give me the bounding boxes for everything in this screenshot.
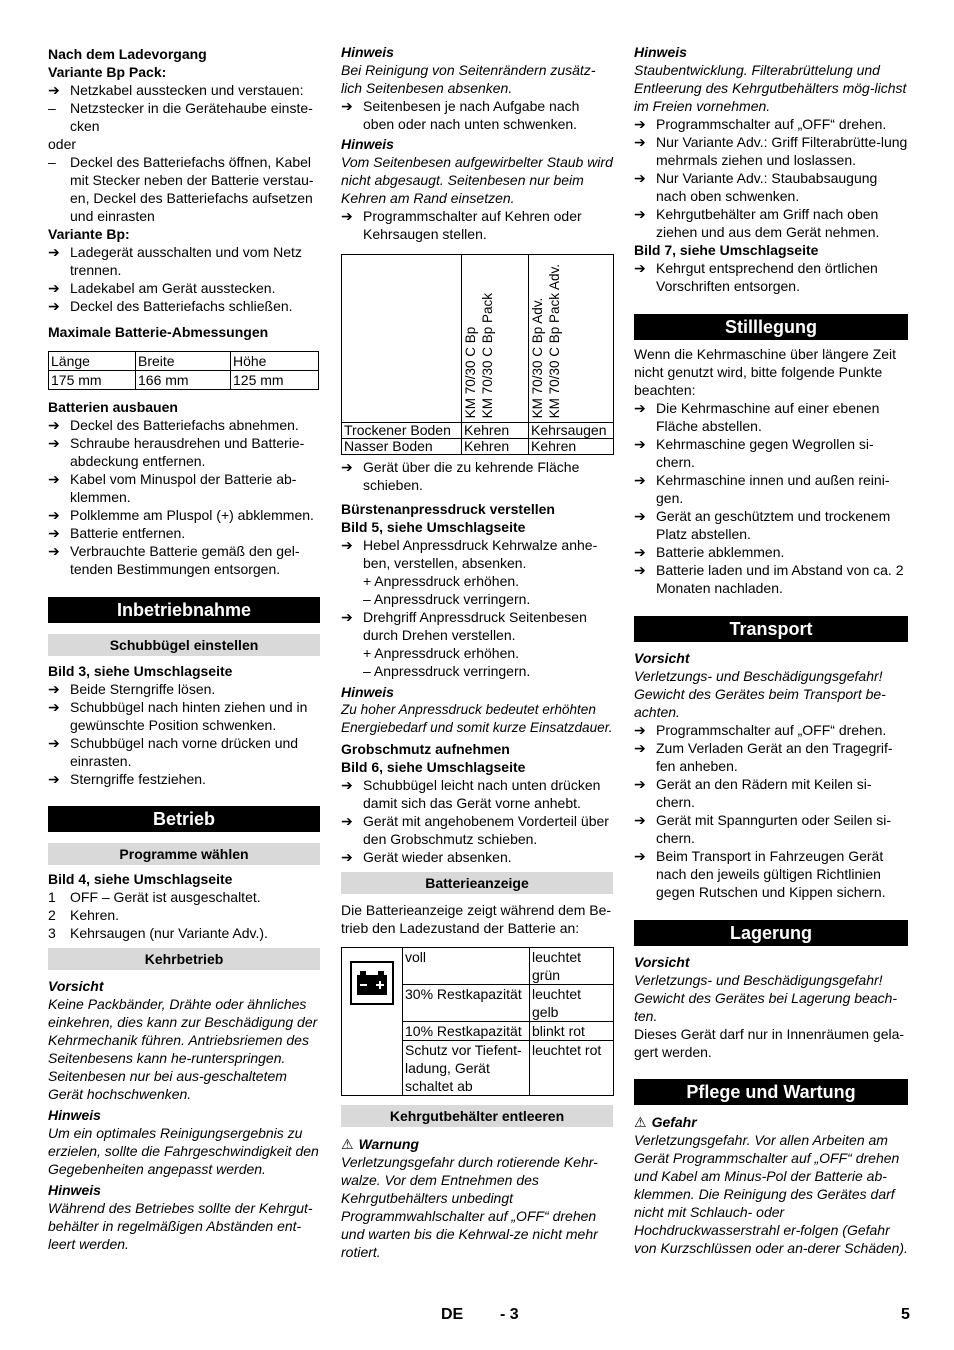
list-item: ➔ Seitenbesen je nach Aufgabe nach oben oder nach unten schwenken. (341, 98, 580, 132)
table-cell: 166 mm (136, 371, 231, 390)
arrow-icon: ➔ (634, 134, 646, 150)
list-item: – Anpressdruck verringern. (363, 663, 531, 679)
subsection-kehrgutbehaelter: Kehrgutbehälter entleeren (341, 1105, 613, 1127)
heading-grobschmutz: Grobschmutz aufnehmen (341, 741, 510, 757)
section-stilllegung: Stilllegung (634, 314, 908, 340)
list-item: ➔ Sterngriffe festziehen. (48, 771, 206, 787)
list-item: ➔ Verbrauchte Batterie gemäß den gel-tenden Bestimmungen entsorgen. (48, 543, 300, 577)
arrow-icon: ➔ (48, 507, 60, 523)
list-item: – Deckel des Batteriefachs öffnen, Kabel mit Stecker neben der Batterie verstau-en, Deckel des Batteriefachs aufsetzen und einrasten (48, 154, 314, 224)
note-text: Zu hoher Anpressdruck bedeutet erhöhten Energiebedarf und somit kurze Einsatzdauer. (341, 702, 613, 735)
list-item: ➔ Beide Sterngriffe lösen. (48, 681, 216, 697)
arrow-icon: ➔ (48, 471, 60, 487)
table-cell: Kehrsaugen (529, 423, 614, 439)
list-item: ➔ Gerät mit angehobenem Vorderteil über den Grobschmutz schieben. (341, 813, 609, 847)
list-item: ➔ Netzkabel ausstecken und verstauen: (48, 82, 304, 98)
warning-icon: ⚠ (341, 1136, 354, 1152)
footer-page-number: 5 (901, 1306, 910, 1323)
arrow-icon: ➔ (48, 681, 60, 697)
list-item: 2 Kehren. (48, 907, 120, 923)
caution-label: Vorsicht (634, 650, 690, 666)
mode-table (341, 254, 614, 455)
section-betrieb: Betrieb (48, 806, 320, 832)
table-header: KM 70/30 C Bp KM 70/30 C Bp Pack (462, 255, 529, 423)
arrow-icon: ➔ (48, 280, 60, 296)
note-label: Hinweis (48, 1107, 101, 1123)
heading-buerstenanpressdruck: Bürstenanpressdruck verstellen (341, 501, 555, 517)
figure-ref: Bild 3, siehe Umschlagseite (48, 663, 233, 679)
list-item: ➔ Gerät wieder absenken. (341, 849, 512, 865)
list-item: 3 Kehrsaugen (nur Variante Adv.). (48, 925, 268, 941)
table-cell: Trockener Boden (342, 423, 462, 439)
table-cell: 125 mm (231, 371, 319, 390)
stilllegung-text: Wenn die Kehrmaschine über längere Zeit nicht genutzt wird, bitte folgende Punkte beachten: (634, 346, 897, 398)
arrow-icon: ➔ (634, 170, 646, 186)
section-lagerung: Lagerung (634, 920, 908, 946)
caution-label: Vorsicht (634, 954, 690, 970)
note-label: Hinweis (341, 136, 394, 152)
arrow-icon: ➔ (634, 436, 646, 452)
table-cell: Kehren (462, 439, 529, 455)
table-cell: Nasser Boden (342, 439, 462, 455)
list-item: ➔ Nur Variante Adv.: Staubabsaugung nach oben schwenken. (634, 170, 878, 204)
table-cell: 30% Restkapazität (403, 985, 530, 1022)
list-item: ➔ Kabel vom Minuspol der Batterie ab-klemmen. (48, 471, 297, 505)
figure-ref: Bild 7, siehe Umschlagseite (634, 242, 819, 258)
section-pflege-und-wartung: Pflege und Wartung (634, 1079, 908, 1105)
arrow-icon: ➔ (634, 116, 646, 132)
list-item: + Anpressdruck erhöhen. (363, 573, 520, 589)
arrow-icon: ➔ (341, 459, 353, 475)
heading-variante-bp-pack: Variante Bp Pack: (48, 64, 167, 80)
table-cell: voll (403, 948, 530, 985)
subsection-programme: Programme wählen (48, 843, 320, 865)
list-item: ➔ Nur Variante Adv.: Griff Filterabrütte-lung mehrmals ziehen und loslassen. (634, 134, 908, 168)
section-inbetriebnahme: Inbetriebnahme (48, 597, 320, 623)
list-item: ➔ Schubbügel leicht nach unten drücken damit sich das Gerät vorne anhebt. (341, 777, 601, 811)
list-item: ➔ Hebel Anpressdruck Kehrwalze anhe-ben, verstellen, absenken. (341, 537, 598, 571)
list-item: ➔ Programmschalter auf „OFF“ drehen. (634, 116, 887, 132)
list-item: ➔ Gerät an den Rädern mit Keilen si-chern. (634, 776, 872, 810)
arrow-icon: ➔ (48, 82, 60, 98)
table-header: KM 70/30 C Bp Adv. KM 70/30 C Bp Pack Adv. (529, 255, 614, 423)
table-cell: 10% Restkapazität (403, 1022, 530, 1041)
arrow-icon: ➔ (634, 508, 646, 524)
list-item: ➔ Gerät an geschütztem und trockenem Platz abstellen. (634, 508, 891, 542)
list-item: – Anpressdruck verringern. (363, 591, 531, 607)
arrow-icon: ➔ (341, 813, 353, 829)
footer-language: DE (441, 1306, 464, 1323)
oder-text: oder (48, 136, 77, 152)
table-cell: Schutz vor Tiefent-ladung, Gerät schaltet ab (403, 1041, 530, 1096)
figure-ref: Bild 4, siehe Umschlagseite (48, 871, 233, 887)
heading-variante-bp: Variante Bp: (48, 226, 130, 242)
heading-nach-dem-ladevorgang: Nach dem Ladevorgang (48, 46, 207, 62)
arrow-icon: ➔ (634, 812, 646, 828)
list-item: ➔ Die Kehrmaschine auf einer ebenen Fläche abstellen. (634, 400, 880, 434)
arrow-icon: ➔ (634, 776, 646, 792)
dimensions-table (48, 351, 319, 390)
arrow-icon: ➔ (634, 722, 646, 738)
subsection-schubbuegel: Schubbügel einstellen (48, 634, 320, 656)
table-cell: leuchtet gelb (530, 985, 614, 1022)
list-item: ➔ Batterie abklemmen. (634, 544, 785, 560)
caution-text: Verletzungs- und Beschädigungsgefahr! Gewicht des Gerätes bei Lagerung beach-ten. (634, 972, 898, 1024)
table-cell: leuchtet grün (530, 948, 614, 985)
table-cell: blinkt rot (530, 1022, 614, 1041)
list-item: ➔ Schraube herausdrehen und Batterie-abdeckung entfernen. (48, 435, 305, 469)
list-item: ➔ Programmschalter auf „OFF“ drehen. (634, 722, 887, 738)
list-item: ➔ Ladegerät ausschalten und vom Netz trennen. (48, 244, 302, 278)
danger-label: ⚠ Gefahr (634, 1114, 697, 1130)
list-item: ➔ Ladekabel am Gerät ausstecken. (48, 280, 276, 296)
arrow-icon: ➔ (341, 777, 353, 793)
list-item: ➔ Batterie entfernen. (48, 525, 186, 541)
arrow-icon: ➔ (48, 298, 60, 314)
subsection-batterieanzeige: Batterieanzeige (341, 872, 613, 894)
arrow-icon: ➔ (48, 244, 60, 260)
list-item: ➔ Kehrmaschine innen und außen reini-gen. (634, 472, 890, 506)
note-label: Hinweis (48, 1182, 101, 1198)
arrow-icon: ➔ (634, 400, 646, 416)
arrow-icon: ➔ (634, 562, 646, 578)
arrow-icon: ➔ (634, 472, 646, 488)
battery-table (341, 947, 614, 1096)
list-item: ➔ Kehrgutbehälter am Griff nach oben ziehen und aus dem Gerät nehmen. (634, 206, 880, 240)
arrow-icon: ➔ (48, 435, 60, 451)
arrow-icon: ➔ (48, 699, 60, 715)
list-item: ➔ Schubbügel nach vorne drücken und einrasten. (48, 735, 299, 769)
dash-marker: – (48, 100, 56, 116)
caution-text: Verletzungs- und Beschädigungsgefahr! Gewicht des Gerätes beim Transport be-achten. (634, 668, 886, 720)
table-cell (342, 948, 403, 1096)
heading-maximale-abmessungen: Maximale Batterie-Abmessungen (48, 324, 269, 340)
table-header: Breite (136, 352, 231, 371)
warning-label: ⚠ Warnung (341, 1136, 419, 1152)
arrow-icon: ➔ (48, 543, 60, 559)
list-item: ➔ Deckel des Batteriefachs schließen. (48, 298, 293, 314)
note-label: Hinweis (634, 44, 687, 60)
list-item: ➔ Kehrgut entsprechend den örtlichen Vorschriften entsorgen. (634, 260, 878, 294)
arrow-icon: ➔ (634, 206, 646, 222)
warning-text: Verletzungsgefahr durch rotierende Kehr-walze. Vor dem Entnehmen des Kehrgutbehälters unbedingt Programmwahlschalter auf „OFF“ drehen und warten bis die Kehrwal-ze nicht mehr rotiert. (341, 1154, 598, 1260)
arrow-icon: ➔ (634, 848, 646, 864)
section-transport: Transport (634, 616, 908, 642)
warning-icon: ⚠ (634, 1114, 647, 1130)
table-cell: Kehren (529, 439, 614, 455)
arrow-icon: ➔ (634, 544, 646, 560)
footer-page-ref: - 3 (500, 1306, 519, 1323)
arrow-icon: ➔ (48, 771, 60, 787)
note-text: Um ein optimales Reinigungsergebnis zu erzielen, sollte die Fahrgeschwindigkeit den Gegebenheiten angepasst werden. (48, 1125, 319, 1177)
lagerung-text: Dieses Gerät darf nur in Innenräumen gela-gert werden. (634, 1026, 905, 1060)
note-text: Staubentwicklung. Filterabrüttelung und Entleerung des Kehrgutbehälters mög-lichst im Freien vornehmen. (634, 62, 907, 114)
table-cell: leuchtet rot (530, 1041, 614, 1096)
figure-ref: Bild 5, siehe Umschlagseite (341, 519, 526, 535)
note-text: Bei Reinigung von Seitenrändern zusätz-lich Seitenbesen absenken. (341, 62, 596, 96)
figure-ref: Bild 6, siehe Umschlagseite (341, 759, 526, 775)
arrow-icon: ➔ (48, 735, 60, 751)
table-cell (342, 255, 462, 423)
list-item: ➔ Drehgriff Anpressdruck Seitenbesen durch Drehen verstellen. (341, 609, 587, 643)
note-label: Hinweis (341, 684, 394, 700)
batt-intro-text: Die Batterieanzeige zeigt während dem Be-trieb den Ladezustand der Batterie an: (341, 902, 612, 936)
arrow-icon: ➔ (341, 849, 353, 865)
caution-label: Vorsicht (48, 978, 104, 994)
list-item: ➔ Gerät über die zu kehrende Fläche schieben. (341, 459, 580, 493)
list-item: ➔ Kehrmaschine gegen Wegrollen si-chern. (634, 436, 874, 470)
list-item: ➔ Batterie laden und im Abstand von ca. 2 Monaten nachladen. (634, 562, 904, 596)
arrow-icon: ➔ (48, 525, 60, 541)
arrow-icon: ➔ (341, 609, 353, 625)
table-cell: 175 mm (49, 371, 136, 390)
list-item: 1 OFF – Gerät ist ausgeschaltet. (48, 889, 261, 905)
note-label: Hinweis (341, 44, 394, 60)
note-text: Während des Betriebes sollte der Kehrgut-behälter in regelmäßigen Abständen ent-leert werden. (48, 1200, 313, 1252)
list-item: ➔ Gerät mit Spanngurten oder Seilen si-chern. (634, 812, 892, 846)
list-item: ➔ Schubbügel nach hinten ziehen und in gewünschte Position schwenken. (48, 699, 308, 733)
arrow-icon: ➔ (341, 208, 353, 224)
list-item: ➔ Deckel des Batteriefachs abnehmen. (48, 417, 299, 433)
heading-batterien-ausbauen: Batterien ausbauen (48, 399, 178, 415)
arrow-icon: ➔ (341, 537, 353, 553)
table-cell: Kehren (462, 423, 529, 439)
column-1 (48, 44, 320, 1253)
list-item: – Netzstecker in die Gerätehaube einste-cken (48, 100, 313, 134)
table-header: Länge (49, 352, 136, 371)
column-2 (341, 44, 613, 1261)
arrow-icon: ➔ (48, 417, 60, 433)
battery-icon (349, 960, 395, 1006)
arrow-icon: ➔ (634, 740, 646, 756)
caution-text: Keine Packbänder, Drähte oder ähnliches einkehren, dies kann zur Beschädigung der Kehrmechanik führen. Antriebsriemen des Seitenbesens kann he-runterspringen. Seitenbesen nur bei aus-geschaltetem Gerät hochschwenken. (48, 996, 318, 1102)
arrow-icon: ➔ (634, 260, 646, 276)
subsection-kehrbetrieb: Kehrbetrieb (48, 948, 320, 970)
arrow-icon: ➔ (341, 98, 353, 114)
list-item: ➔ Polklemme am Pluspol (+) abklemmen. (48, 507, 314, 523)
list-item: + Anpressdruck erhöhen. (363, 645, 520, 661)
column-3 (634, 44, 908, 1257)
list-item: ➔ Programmschalter auf Kehren oder Kehrsaugen stellen. (341, 208, 582, 242)
list-item: ➔ Beim Transport in Fahrzeugen Gerät nach den jeweils gültigen Richtlinien gegen Rutschen und Kippen sichern. (634, 848, 886, 900)
danger-text: Verletzungsgefahr. Vor allen Arbeiten am Gerät Programmschalter auf „OFF“ drehen und Kabel am Minus-Pol der Batterie ab-klemmen. Die Reinigung des Gerätes darf nicht mit Schlauch- oder Hochdruckwasserstrahl er-folgen (Gefahr von Kurzschlüssen oder an-derer Schäden). (634, 1132, 908, 1256)
table-header: Höhe (231, 352, 319, 371)
note-text: Vom Seitenbesen aufgewirbelter Staub wird nicht abgesaugt. Seitenbesen nur beim Kehren am Rand einsetzen. (341, 154, 613, 206)
dash-marker: – (48, 154, 56, 170)
list-item: ➔ Zum Verladen Gerät an den Tragegrif-fen anheben. (634, 740, 893, 774)
